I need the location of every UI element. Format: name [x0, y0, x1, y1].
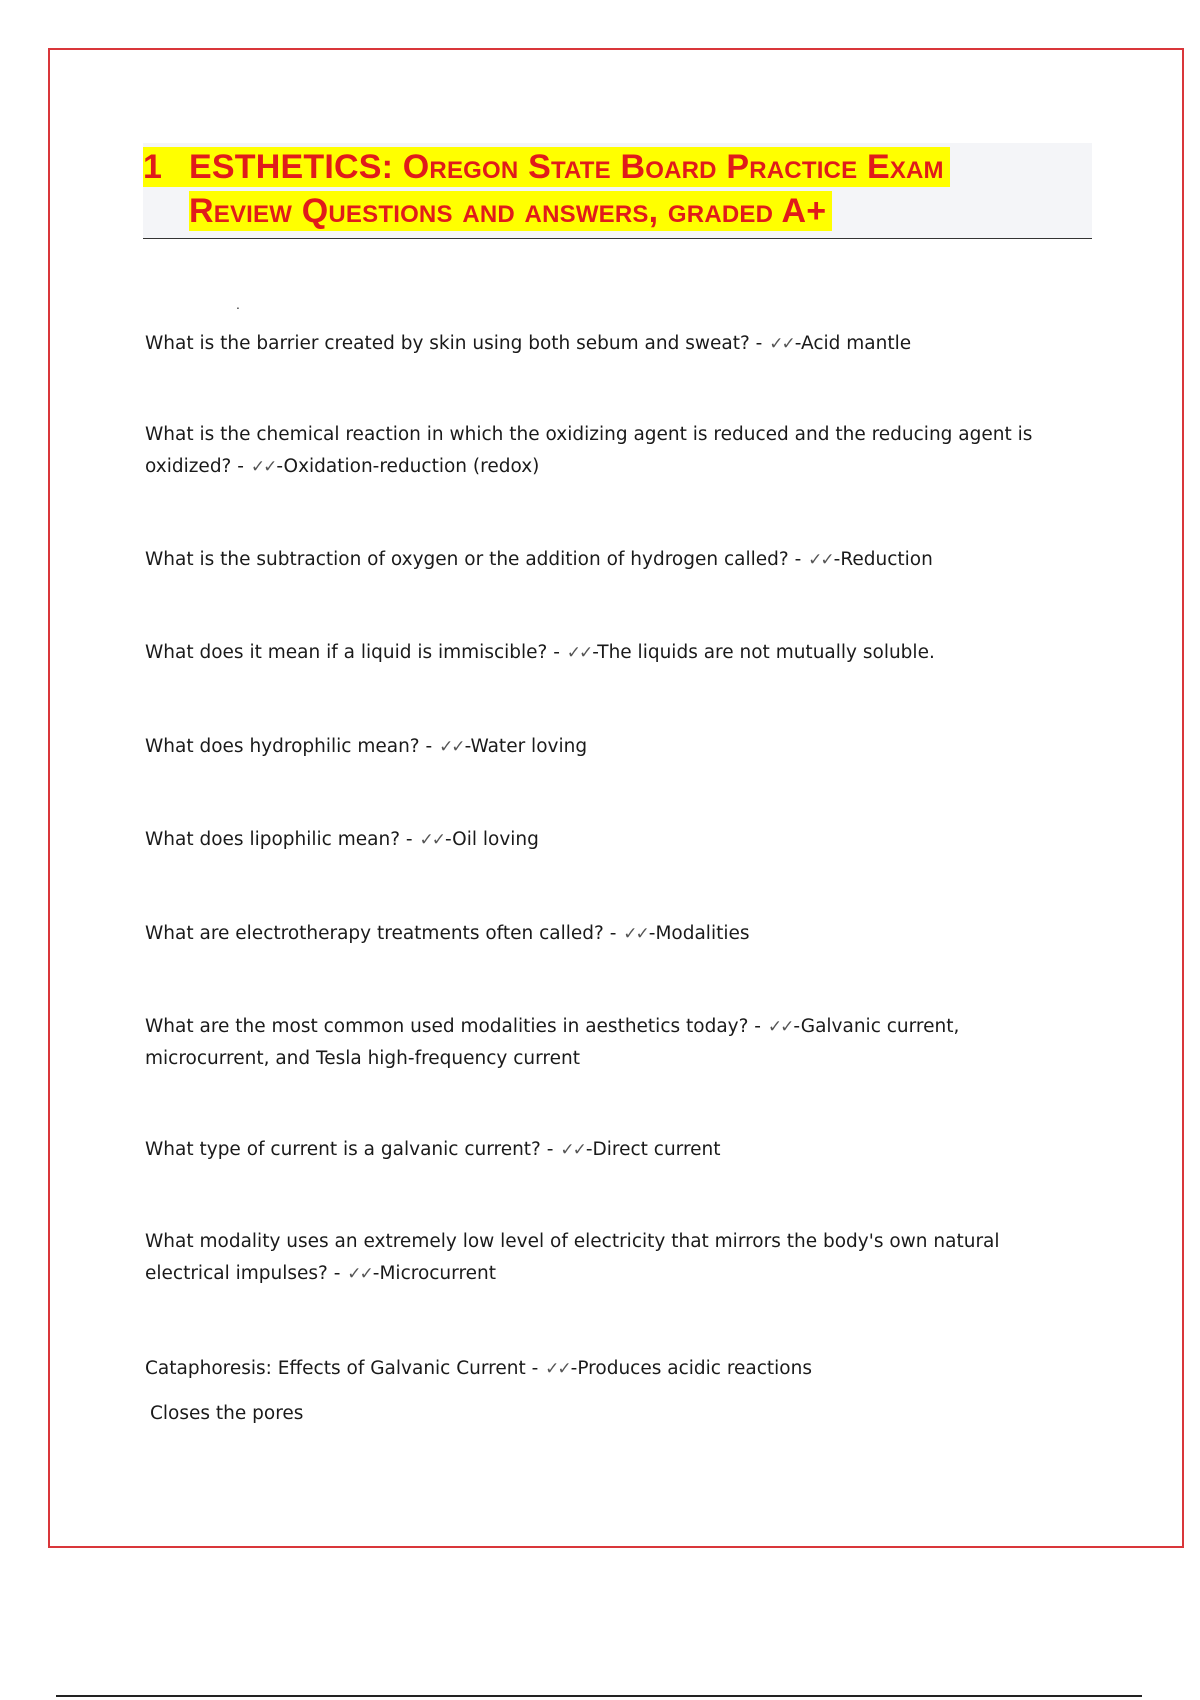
question-text: What is the subtraction of oxygen or the addition of hydrogen called? - [145, 549, 802, 570]
answer-text: -Oxidation-reduction (redox) [276, 456, 540, 477]
double-check-icon: ✓✓ [566, 643, 592, 663]
qa-item [145, 637, 1085, 669]
answer-text: -Oil loving [444, 829, 539, 850]
title-block [143, 143, 1092, 239]
question-text: What modality uses an extremely low level of electricity that mirrors the body's own natural electrical impulses? - [145, 1231, 1000, 1284]
answer-text: -Water loving [464, 736, 588, 757]
answer-text: -Modalities [648, 923, 750, 944]
question-text: What does it mean if a liquid is immiscible? - [145, 642, 560, 663]
question-text: What is the barrier created by skin using both sebum and sweat? - [145, 333, 763, 354]
stray-mark: . [236, 296, 240, 312]
double-check-icon: ✓✓ [347, 1264, 372, 1284]
answer-text: -Produces acidic reactions [570, 1358, 812, 1379]
title-text-1: ESTHETICS: Oregon State Board Practice Exam [189, 148, 944, 186]
answer-text: -Direct current [585, 1139, 721, 1160]
double-check-icon: ✓✓ [419, 830, 444, 850]
qa-item [145, 1353, 1085, 1385]
qa-item [145, 419, 1085, 483]
title-line-1 [143, 147, 950, 187]
answer-text: -Microcurrent [372, 1263, 497, 1284]
double-check-icon: ✓✓ [808, 550, 833, 570]
qa-item [145, 1011, 1085, 1075]
qa-item [145, 1134, 1085, 1166]
qa-item [145, 918, 1085, 950]
bottom-rule [56, 1695, 1142, 1697]
double-check-icon: ✓✓ [769, 334, 794, 354]
double-check-icon: ✓✓ [439, 737, 464, 757]
answer-text: -Acid mantle [794, 333, 912, 354]
double-check-icon: ✓✓ [560, 1140, 585, 1160]
qa-item [145, 544, 1085, 576]
double-check-icon: ✓✓ [767, 1017, 793, 1037]
question-text: What is the chemical reaction in which the oxidizing agent is reduced and the reducing agent is oxidized? - [145, 424, 1033, 477]
question-text: What are the most common used modalities in aesthetics today? - [145, 1016, 761, 1037]
answer-text: -The liquids are not mutually soluble. [592, 642, 935, 663]
question-text: What are electrotherapy treatments often called? - [145, 923, 617, 944]
question-text: Cataphoresis: Effects of Galvanic Current - [145, 1358, 539, 1379]
answer-text: -Galvanic current, microcurrent, and Tesla high-frequency current [145, 1016, 960, 1069]
question-text: What does hydrophilic mean? - [145, 736, 433, 757]
double-check-icon: ✓✓ [623, 924, 648, 944]
title-number: 1 [143, 148, 163, 186]
qa-item [145, 328, 1085, 360]
double-check-icon: ✓✓ [250, 457, 276, 477]
answer-continuation: Closes the pores [150, 1403, 304, 1424]
title-line-2: Review Questions and answers, graded A+ [189, 191, 832, 231]
question-text: What type of current is a galvanic current? - [145, 1139, 554, 1160]
qa-item [145, 1226, 1085, 1290]
double-check-icon: ✓✓ [545, 1359, 570, 1379]
qa-item [145, 824, 1085, 856]
answer-text: -Reduction [833, 549, 933, 570]
page-frame [48, 48, 1184, 1548]
qa-item [145, 731, 1085, 763]
question-text: What does lipophilic mean? - [145, 829, 413, 850]
